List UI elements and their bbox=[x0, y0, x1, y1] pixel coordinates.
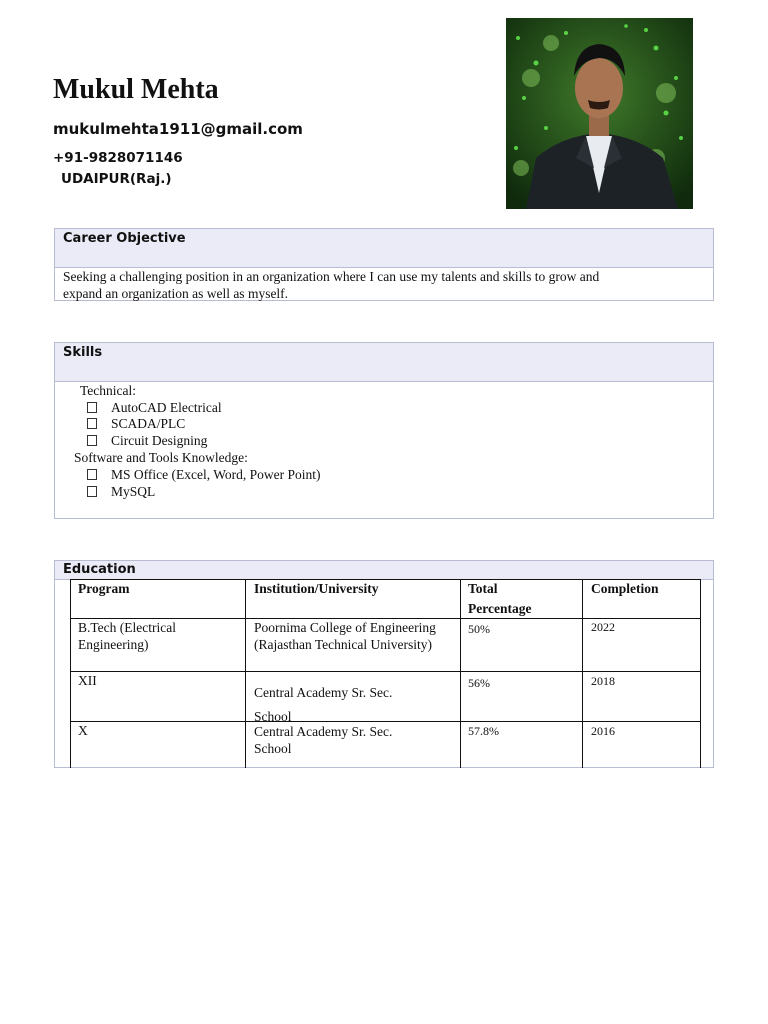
header-institution: Institution/University bbox=[254, 581, 379, 596]
career-objective-text bbox=[55, 268, 713, 302]
header-total: Total Percentage bbox=[468, 581, 532, 616]
objective-line-1: Seeking a challenging position in an organization where I can use my talents and skills to grow and bbox=[63, 269, 600, 284]
skills-title: Skills bbox=[55, 343, 713, 382]
objective-line-2: expand an organization as well as myself. bbox=[63, 286, 289, 301]
skills-section bbox=[54, 342, 714, 519]
skill-item: MS Office (Excel, Word, Power Point) bbox=[87, 467, 321, 483]
candidate-name: Mukul Mehta bbox=[53, 74, 219, 105]
skill-item: SCADA/PLC bbox=[87, 416, 185, 432]
career-objective-title: Career Objective bbox=[55, 229, 713, 268]
row3-percentage: 57.8% bbox=[468, 724, 499, 738]
career-objective-section bbox=[54, 228, 714, 301]
row2-program: XII bbox=[78, 673, 97, 688]
technical-label: Technical: bbox=[80, 383, 137, 398]
phone-number: +91-9828071146 bbox=[53, 150, 183, 166]
email-address: mukulmehta1911@gmail.com bbox=[53, 120, 303, 138]
education-table bbox=[70, 579, 701, 768]
row1-year: 2022 bbox=[591, 620, 615, 634]
row1-institution: Poornima College of Engineering (Rajasthan Technical University) bbox=[254, 620, 436, 652]
row1-program: B.Tech (Electrical Engineering) bbox=[78, 620, 177, 652]
header-program: Program bbox=[78, 581, 130, 596]
software-label: Software and Tools Knowledge: bbox=[74, 450, 248, 465]
education-title: Education bbox=[55, 561, 713, 580]
row1-percentage: 50% bbox=[468, 622, 490, 636]
bullet-icon bbox=[87, 418, 97, 429]
row3-program: X bbox=[78, 723, 88, 738]
bullet-icon bbox=[87, 486, 97, 497]
skill-item: AutoCAD Electrical bbox=[87, 400, 222, 416]
profile-photo-art bbox=[506, 18, 693, 209]
education-section bbox=[54, 560, 714, 768]
skill-item: Circuit Designing bbox=[87, 433, 207, 449]
row2-institution: Central Academy Sr. Sec. School bbox=[254, 685, 393, 724]
header-completion: Completion bbox=[591, 581, 659, 596]
bullet-icon bbox=[87, 435, 97, 446]
location: UDAIPUR(Raj.) bbox=[61, 171, 172, 187]
bullet-icon bbox=[87, 469, 97, 480]
skill-item: MySQL bbox=[87, 484, 155, 500]
row3-year: 2016 bbox=[591, 724, 615, 738]
row3-institution: Central Academy Sr. Sec. School bbox=[254, 724, 393, 756]
row2-year: 2018 bbox=[591, 674, 615, 688]
bullet-icon bbox=[87, 402, 97, 413]
profile-photo bbox=[506, 18, 693, 209]
row2-percentage: 56% bbox=[468, 676, 490, 690]
